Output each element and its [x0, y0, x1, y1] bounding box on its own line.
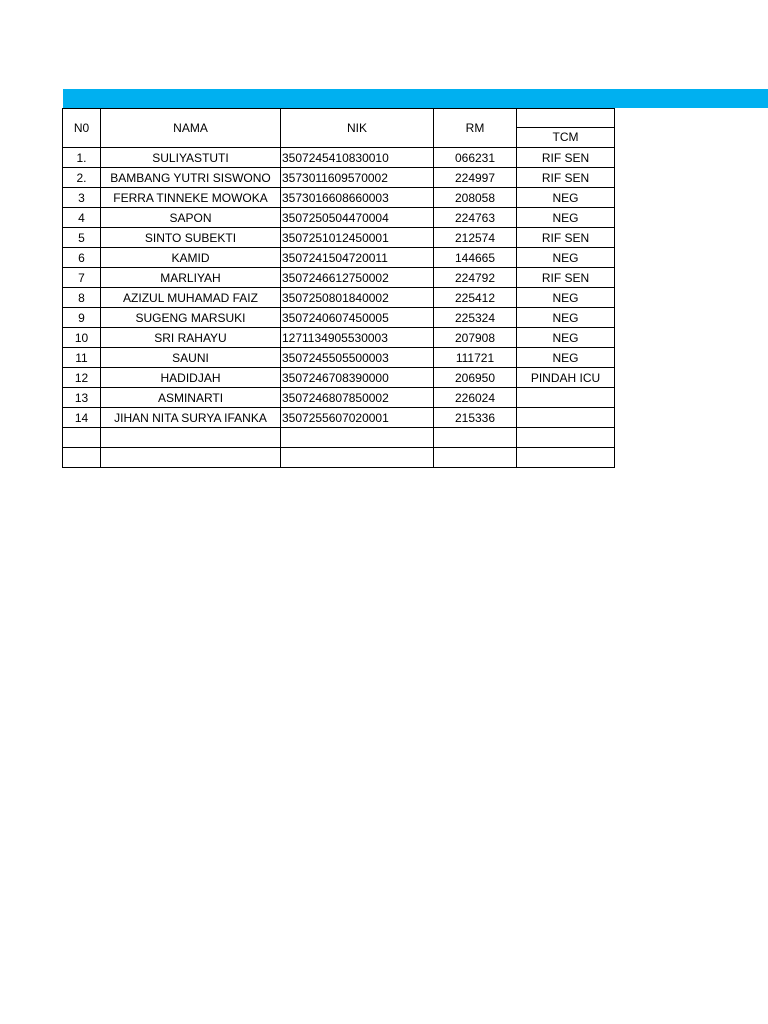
- cell-tcm[interactable]: NEG: [517, 328, 615, 348]
- cell-rm[interactable]: 215336: [434, 408, 517, 428]
- cell-no[interactable]: 9: [63, 308, 101, 328]
- cell-tcm[interactable]: [517, 428, 615, 448]
- cell-nama[interactable]: HADIDJAH: [101, 368, 281, 388]
- cell-tcm[interactable]: RIF SEN: [517, 268, 615, 288]
- col-header-no[interactable]: N0: [63, 109, 101, 148]
- col-header-nama[interactable]: NAMA: [101, 109, 281, 148]
- cell-no[interactable]: 2.: [63, 168, 101, 188]
- cell-rm[interactable]: 224763: [434, 208, 517, 228]
- cell-nama[interactable]: SINTO SUBEKTI: [101, 228, 281, 248]
- cell-no[interactable]: 6: [63, 248, 101, 268]
- cell-no[interactable]: 14: [63, 408, 101, 428]
- table-row: [63, 268, 615, 288]
- table-row: [63, 328, 615, 348]
- cell-nama[interactable]: SAUNI: [101, 348, 281, 368]
- cell-no[interactable]: [63, 448, 101, 468]
- cell-rm[interactable]: [434, 428, 517, 448]
- cell-no[interactable]: 10: [63, 328, 101, 348]
- cell-nik[interactable]: 3507245410830010: [281, 148, 434, 168]
- cell-no[interactable]: 13: [63, 388, 101, 408]
- cell-tcm[interactable]: [517, 408, 615, 428]
- cell-rm[interactable]: 111721: [434, 348, 517, 368]
- cell-nik[interactable]: 3507250504470004: [281, 208, 434, 228]
- col-header-tcm-group: [517, 109, 615, 148]
- cell-rm[interactable]: 066231: [434, 148, 517, 168]
- cell-rm[interactable]: 225412: [434, 288, 517, 308]
- table-row: [63, 148, 615, 168]
- cell-tcm[interactable]: NEG: [517, 188, 615, 208]
- cell-nik[interactable]: 3507246612750002: [281, 268, 434, 288]
- cell-rm[interactable]: 144665: [434, 248, 517, 268]
- cell-nama[interactable]: [101, 448, 281, 468]
- cell-rm[interactable]: 208058: [434, 188, 517, 208]
- cell-nik[interactable]: 3507255607020001: [281, 408, 434, 428]
- cell-nama[interactable]: [101, 428, 281, 448]
- col-header-nik[interactable]: NIK: [281, 109, 434, 148]
- cell-nik[interactable]: [281, 428, 434, 448]
- cell-nama[interactable]: ASMINARTI: [101, 388, 281, 408]
- cell-nik[interactable]: 3507241504720011: [281, 248, 434, 268]
- cell-rm[interactable]: 225324: [434, 308, 517, 328]
- table-row: [63, 388, 615, 408]
- cell-nik[interactable]: 3507251012450001: [281, 228, 434, 248]
- cell-nama[interactable]: AZIZUL MUHAMAD FAIZ: [101, 288, 281, 308]
- cell-tcm[interactable]: NEG: [517, 348, 615, 368]
- cell-rm[interactable]: 224997: [434, 168, 517, 188]
- cell-nik[interactable]: 1271134905530003: [281, 328, 434, 348]
- cell-nik[interactable]: 3507250801840002: [281, 288, 434, 308]
- cell-no[interactable]: 11: [63, 348, 101, 368]
- cell-tcm[interactable]: NEG: [517, 208, 615, 228]
- cell-rm[interactable]: 212574: [434, 228, 517, 248]
- cell-nama[interactable]: MARLIYAH: [101, 268, 281, 288]
- table-row: [63, 308, 615, 328]
- cell-nama[interactable]: SUGENG MARSUKI: [101, 308, 281, 328]
- cell-tcm[interactable]: RIF SEN: [517, 148, 615, 168]
- col-header-tcm[interactable]: TCM: [552, 130, 579, 144]
- col-header-rm[interactable]: RM: [434, 109, 517, 148]
- cell-tcm[interactable]: NEG: [517, 248, 615, 268]
- cell-nama[interactable]: BAMBANG YUTRI SISWONO: [101, 168, 281, 188]
- cell-nik[interactable]: 3507246807850002: [281, 388, 434, 408]
- table-header: [63, 109, 615, 148]
- cell-rm[interactable]: 207908: [434, 328, 517, 348]
- table-body: [63, 148, 615, 468]
- cell-no[interactable]: 3: [63, 188, 101, 208]
- table-row: [63, 408, 615, 428]
- cell-rm[interactable]: [434, 448, 517, 468]
- table-row: [63, 188, 615, 208]
- cell-no[interactable]: 7: [63, 268, 101, 288]
- cell-rm[interactable]: 226024: [434, 388, 517, 408]
- cell-nama[interactable]: SAPON: [101, 208, 281, 228]
- cell-nik[interactable]: 3573016608660003: [281, 188, 434, 208]
- cell-nama[interactable]: FERRA TINNEKE MOWOKA: [101, 188, 281, 208]
- cell-rm[interactable]: 224792: [434, 268, 517, 288]
- cell-no[interactable]: 12: [63, 368, 101, 388]
- table-row: [63, 228, 615, 248]
- cell-nik[interactable]: 3507245505500003: [281, 348, 434, 368]
- cell-no[interactable]: 1.: [63, 148, 101, 168]
- table-row: [63, 428, 615, 448]
- cell-tcm[interactable]: NEG: [517, 288, 615, 308]
- cell-tcm[interactable]: RIF SEN: [517, 228, 615, 248]
- cell-nama[interactable]: SRI RAHAYU: [101, 328, 281, 348]
- cell-tcm[interactable]: [517, 388, 615, 408]
- table-row: [63, 368, 615, 388]
- cell-nik[interactable]: 3573011609570002: [281, 168, 434, 188]
- table-row: [63, 248, 615, 268]
- cell-nik[interactable]: [281, 448, 434, 468]
- cell-tcm[interactable]: PINDAH ICU: [517, 368, 615, 388]
- cell-rm[interactable]: 206950: [434, 368, 517, 388]
- header-row: [63, 109, 615, 148]
- header-color-bar: [63, 89, 768, 108]
- cell-no[interactable]: 5: [63, 228, 101, 248]
- cell-nik[interactable]: 3507246708390000: [281, 368, 434, 388]
- table-row: [63, 448, 615, 468]
- cell-tcm[interactable]: RIF SEN: [517, 168, 615, 188]
- table-row: [63, 168, 615, 188]
- cell-nama[interactable]: KAMID: [101, 248, 281, 268]
- table-row: [63, 288, 615, 308]
- cell-no[interactable]: 4: [63, 208, 101, 228]
- cell-tcm[interactable]: NEG: [517, 308, 615, 328]
- patient-table: [62, 108, 615, 468]
- table-row: [63, 208, 615, 228]
- tcm-header-blank-cell[interactable]: [517, 109, 614, 128]
- cell-no[interactable]: [63, 428, 101, 448]
- cell-nama[interactable]: JIHAN NITA SURYA IFANKA: [101, 408, 281, 428]
- cell-tcm[interactable]: [517, 448, 615, 468]
- table-row: [63, 348, 615, 368]
- cell-no[interactable]: 8: [63, 288, 101, 308]
- cell-nama[interactable]: SULIYASTUTI: [101, 148, 281, 168]
- cell-nik[interactable]: 3507240607450005: [281, 308, 434, 328]
